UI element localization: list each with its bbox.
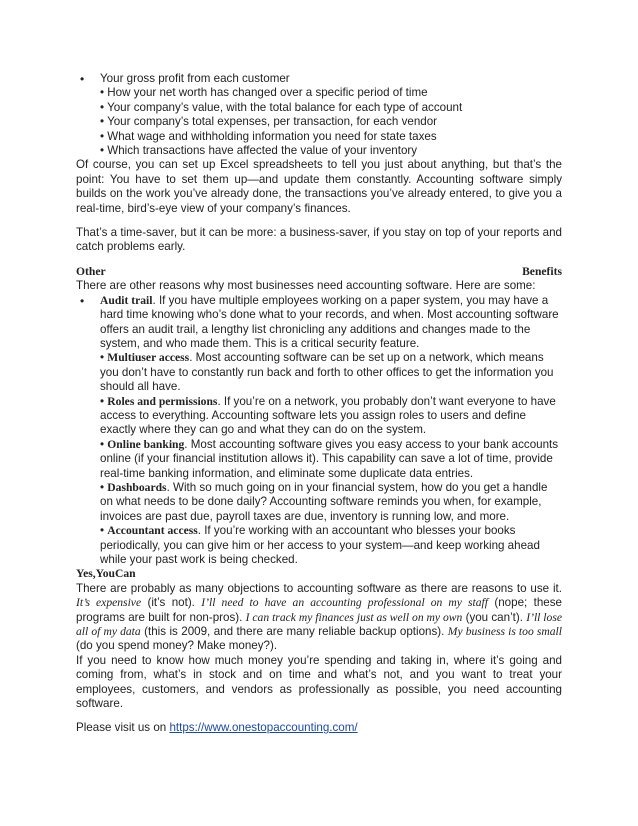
list-item: • How your net worth has changed over a specific period of time — [100, 86, 428, 100]
benefit-item-audit-trail: Audit trail. If you have multiple employees working on a paper system, you may have a hard time knowing who’s done what to your records, and when. Most accounting software offers an audit trail, a lengthy list chronicling any additions and changes made to the system, and who made them. This is a critical security feature. — [100, 293, 559, 350]
heading-right: Benefits — [522, 264, 562, 278]
bullet-icon: • — [80, 293, 85, 308]
benefit-item-accountant-access: • Accountant access. If you’re working with an accountant who blesses your books periodically, you can give him or her access to your system—and keep working ahead while your past work is being checked. — [100, 524, 540, 566]
document-page — [76, 72, 562, 736]
heading-left: Other — [76, 264, 106, 278]
list-item: • Your company’s value, with the total balance for each type of account — [100, 100, 463, 114]
bullet-list-reports — [76, 72, 562, 158]
list-item: Your gross profit from each customer — [100, 72, 290, 85]
benefit-term: Online banking — [107, 437, 185, 451]
benefit-term: Accountant access — [107, 524, 198, 538]
benefit-item-dashboards: • Dashboards. With so much going on in your financial system, how do you get a handle on what needs to be done daily? Accounting software reminds you when, for example, invoices are past due, payroll taxes are due, inventory is running low, and more. — [100, 480, 548, 523]
list-item: • Your company’s total expenses, per transaction, for each vendor — [100, 115, 438, 129]
list-item: • Which transactions have affected the value of your inventory — [100, 144, 418, 158]
visit-text: Please visit us on — [76, 721, 170, 735]
website-link[interactable]: https://www.onestopaccounting.com/ — [169, 721, 358, 735]
visit-line — [76, 721, 562, 735]
paragraph-objections: There are probably as many objections to accounting software as there are reasons to use it. It’s expensive (it’s not). I’ll need to have an accounting professional on my staff (nope; these programs are built for non-pros). I can track my finances just as well on my own (you can’t). I’ll lose all of my data (this is 2009, and there are many reliable backup options). My business is too small (do you spend money? Make money?). — [76, 581, 562, 653]
bullet-list-benefits — [76, 294, 562, 568]
benefit-term: Roles and permissions — [107, 394, 218, 408]
paragraph-excel: Of course, you can set up Excel spreadsheets to tell you just about anything, but that’s the point: You have to set them up—and update them constantly. Accounting software simply builds on the work you’ve already done, the transactions you’ve already entered, to give you a real-time, bird’s-eye view of your company’s finances. — [76, 158, 562, 215]
list-item: • What wage and withholding information you need for state taxes — [100, 129, 437, 143]
section-heading-other-benefits — [76, 265, 562, 279]
benefit-item-online-banking: • Online banking. Most accounting software gives you easy access to your bank accounts online (if your financial institution allows it). This capability can save a lot of time, provide real-time banking information, and eliminate some duplicate data entries. — [100, 437, 559, 480]
benefit-term: Audit trail — [100, 293, 153, 307]
benefit-item-multiuser-access: • Multiuser access. Most accounting software can be set up on a network, which means you don’t have to constantly run back and forth to other offices to get the information you should all have. — [100, 351, 554, 394]
section-heading-yes-you-can: Yes,YouCan — [76, 567, 136, 581]
bullet-icon: • — [80, 72, 85, 86]
paragraph-closing: If you need to know how much money you’re spending and taking in, where it’s going and coming from, what’s in stock and on time and what’s not, and you want to treat your employees, customers, and vendors as professionally as possible, you need accounting software. — [76, 653, 562, 711]
benefit-term: Dashboards — [107, 480, 167, 494]
benefit-term: Multiuser access — [107, 351, 190, 365]
benefit-item-roles-permissions: • Roles and permissions. If you’re on a network, you probably don’t want everyone to have access to everything. Accounting software lets you assign roles to users and define exactly where they can go and what they can do on the system. — [100, 394, 556, 437]
paragraph-time-saver: That’s a time-saver, but it can be more: a business-saver, if you stay on top of your reports and catch problems early. — [76, 226, 562, 254]
other-intro: There are other reasons why most businesses need accounting software. Here are some: — [76, 279, 536, 293]
